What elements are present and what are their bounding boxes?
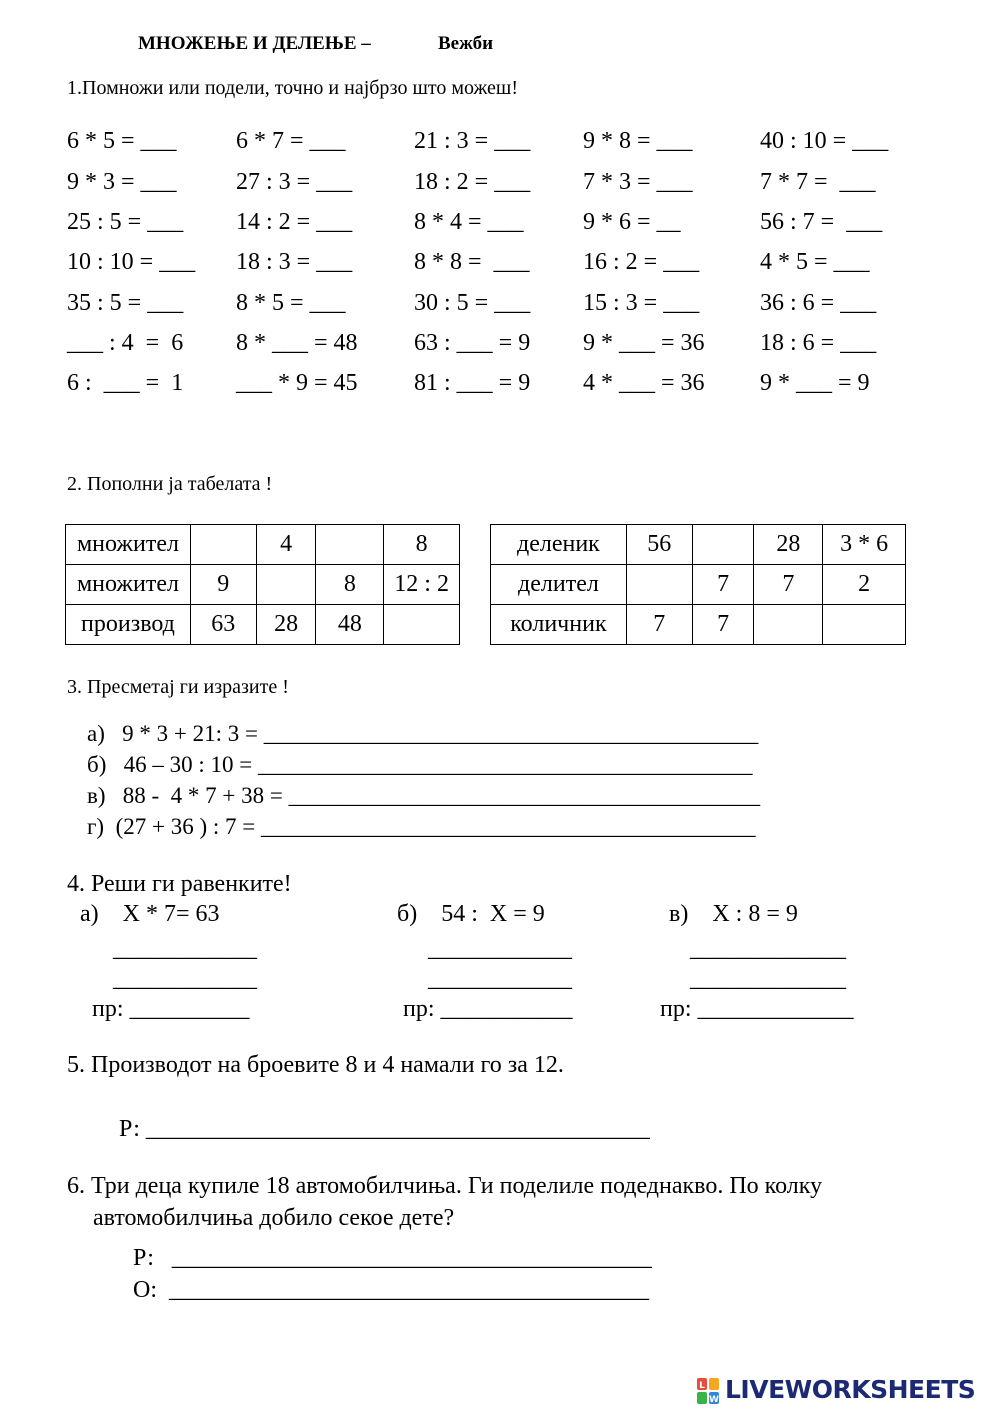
- exercise-r6-c2[interactable]: 8 * ___ = 48: [236, 330, 358, 356]
- exercise-r1-c1[interactable]: 6 * 5 = ___: [67, 128, 177, 154]
- table-cell: 56: [626, 525, 692, 565]
- exercise-r4-c4[interactable]: 16 : 2 = ___: [583, 249, 700, 275]
- table-cell-input[interactable]: [384, 605, 460, 645]
- exercise-r2-c2[interactable]: 27 : 3 = ___: [236, 169, 353, 195]
- table-cell: 9: [190, 565, 256, 605]
- exercise-r7-c3[interactable]: 81 : ___ = 9: [414, 370, 531, 396]
- work-line-b2[interactable]: ____________: [428, 966, 572, 992]
- worksheet-subtitle: Вежби: [438, 33, 494, 54]
- table-cell: 4: [256, 525, 316, 565]
- svg-text:L: L: [699, 1381, 705, 1391]
- exercise-r6-c5[interactable]: 18 : 6 = ___: [760, 330, 877, 356]
- task5-answer-line[interactable]: Р: __________________________________________: [119, 1116, 650, 1142]
- exercise-r4-c1[interactable]: 10 : 10 = ___: [67, 249, 196, 275]
- table-cell-input[interactable]: [692, 525, 754, 565]
- table-cell: 63: [190, 605, 256, 645]
- table-cell: производ: [66, 605, 191, 645]
- table-cell: 7: [754, 565, 823, 605]
- exercise-r1-c4[interactable]: 9 * 8 = ___: [583, 128, 693, 154]
- equation-c: в) X : 8 = 9: [669, 901, 798, 927]
- exercise-r4-c5[interactable]: 4 * 5 = ___: [760, 249, 870, 275]
- liveworksheets-mark-icon: [697, 1378, 719, 1404]
- exercise-r3-c4[interactable]: 9 * 6 = __: [583, 209, 681, 235]
- exercise-r5-c4[interactable]: 15 : 3 = ___: [583, 290, 700, 316]
- exercise-r2-c4[interactable]: 7 * 3 = ___: [583, 169, 693, 195]
- table-cell: делител: [491, 565, 627, 605]
- expression-d[interactable]: г) (27 + 36 ) : 7 = ___________________________________________: [87, 814, 756, 839]
- table-cell: количник: [491, 605, 627, 645]
- task5-heading: 5. Производот на броевите 8 и 4 намали го за 12.: [67, 1052, 564, 1078]
- work-line-a1[interactable]: ____________: [113, 936, 257, 962]
- task2-heading: 2. Пополни ја табелата !: [67, 473, 273, 495]
- table-cell-input[interactable]: [190, 525, 256, 565]
- exercise-r5-c2[interactable]: 8 * 5 = ___: [236, 290, 346, 316]
- exercise-r7-c4[interactable]: 4 * ___ = 36: [583, 370, 705, 396]
- table-cell: множител: [66, 525, 191, 565]
- table-row: [66, 565, 460, 605]
- check-line-b[interactable]: пр: ___________: [403, 996, 573, 1022]
- exercise-r4-c3[interactable]: 8 * 8 = ___: [414, 249, 530, 275]
- table-cell: 12 : 2: [384, 565, 460, 605]
- exercise-r6-c3[interactable]: 63 : ___ = 9: [414, 330, 531, 356]
- expression-a[interactable]: а) 9 * 3 + 21: 3 = ___________________________________________: [87, 721, 759, 746]
- exercise-r7-c5[interactable]: 9 * ___ = 9: [760, 370, 870, 396]
- table-cell-input[interactable]: [823, 605, 906, 645]
- expression-c[interactable]: в) 88 - 4 * 7 + 38 = _________________________________________: [87, 783, 761, 808]
- exercise-r2-c5[interactable]: 7 * 7 = ___: [760, 169, 876, 195]
- task6-heading-line2: автомобилчиња добило секое дете?: [93, 1205, 455, 1231]
- table-row: [66, 525, 460, 565]
- table-cell: деленик: [491, 525, 627, 565]
- exercise-r2-c3[interactable]: 18 : 2 = ___: [414, 169, 531, 195]
- table-cell-input[interactable]: [626, 565, 692, 605]
- table-row: [491, 565, 906, 605]
- work-line-c2[interactable]: _____________: [690, 966, 846, 992]
- exercise-r5-c3[interactable]: 30 : 5 = ___: [414, 290, 531, 316]
- task6-answer-line[interactable]: О: ________________________________________: [133, 1277, 649, 1303]
- table-cell: 2: [823, 565, 906, 605]
- equation-b: б) 54 : X = 9: [397, 901, 545, 927]
- division-table: [490, 524, 906, 645]
- expression-b[interactable]: б) 46 – 30 : 10 = ___________________________________________: [87, 752, 753, 777]
- table-cell: 7: [692, 565, 754, 605]
- work-line-a2[interactable]: ____________: [113, 966, 257, 992]
- exercise-r1-c3[interactable]: 21 : 3 = ___: [414, 128, 531, 154]
- table-cell: 28: [256, 605, 316, 645]
- exercise-r1-c2[interactable]: 6 * 7 = ___: [236, 128, 346, 154]
- exercise-r3-c2[interactable]: 14 : 2 = ___: [236, 209, 353, 235]
- task4-heading: 4. Реши ги равенките!: [67, 871, 292, 897]
- exercise-r7-c2[interactable]: ___ * 9 = 45: [236, 370, 358, 396]
- table-row: [491, 605, 906, 645]
- worksheet-title: МНОЖЕЊЕ И ДЕЛЕЊЕ –: [138, 33, 371, 54]
- table-cell: 3 * 6: [823, 525, 906, 565]
- table-row: [491, 525, 906, 565]
- table-row: [66, 605, 460, 645]
- work-line-c1[interactable]: _____________: [690, 936, 846, 962]
- table-cell: 8: [316, 565, 384, 605]
- svg-text:W: W: [709, 1395, 719, 1404]
- exercise-r5-c5[interactable]: 36 : 6 = ___: [760, 290, 877, 316]
- table-cell: 7: [692, 605, 754, 645]
- exercise-r4-c2[interactable]: 18 : 3 = ___: [236, 249, 353, 275]
- task6-solution-line[interactable]: Р: ________________________________________: [133, 1245, 652, 1271]
- work-line-b1[interactable]: ____________: [428, 936, 572, 962]
- exercise-r3-c3[interactable]: 8 * 4 = ___: [414, 209, 524, 235]
- table-cell: 8: [384, 525, 460, 565]
- table-cell: множител: [66, 565, 191, 605]
- table-cell: 48: [316, 605, 384, 645]
- equation-a: а) X * 7= 63: [80, 901, 220, 927]
- exercise-r1-c5[interactable]: 40 : 10 = ___: [760, 128, 889, 154]
- table-cell-input[interactable]: [316, 525, 384, 565]
- table-cell: 28: [754, 525, 823, 565]
- task3-heading: 3. Пресметај ги изразите !: [67, 676, 289, 698]
- table-cell-input[interactable]: [256, 565, 316, 605]
- exercise-r2-c1[interactable]: 9 * 3 = ___: [67, 169, 177, 195]
- task1-heading: 1.Помножи или подели, точно и најбрзо што можеш!: [67, 77, 518, 99]
- exercise-r7-c1[interactable]: 6 : ___ = 1: [67, 370, 184, 396]
- exercise-r5-c1[interactable]: 35 : 5 = ___: [67, 290, 184, 316]
- table-cell: 7: [626, 605, 692, 645]
- task6-heading-line1: 6. Три деца купиле 18 автомобилчиња. Ги поделиле подеднакво. По колку: [67, 1173, 823, 1199]
- exercise-r3-c5[interactable]: 56 : 7 = ___: [760, 209, 883, 235]
- exercise-r6-c1[interactable]: ___ : 4 = 6: [67, 330, 184, 356]
- multiplication-table: [65, 524, 460, 645]
- logo-wordmark: LIVEWORKSHEETS: [725, 1375, 976, 1404]
- table-cell-input[interactable]: [754, 605, 823, 645]
- exercise-r3-c1[interactable]: 25 : 5 = ___: [67, 209, 184, 235]
- check-line-c[interactable]: пр: _____________: [660, 996, 854, 1022]
- exercise-r6-c4[interactable]: 9 * ___ = 36: [583, 330, 705, 356]
- check-line-a[interactable]: пр: __________: [92, 996, 250, 1022]
